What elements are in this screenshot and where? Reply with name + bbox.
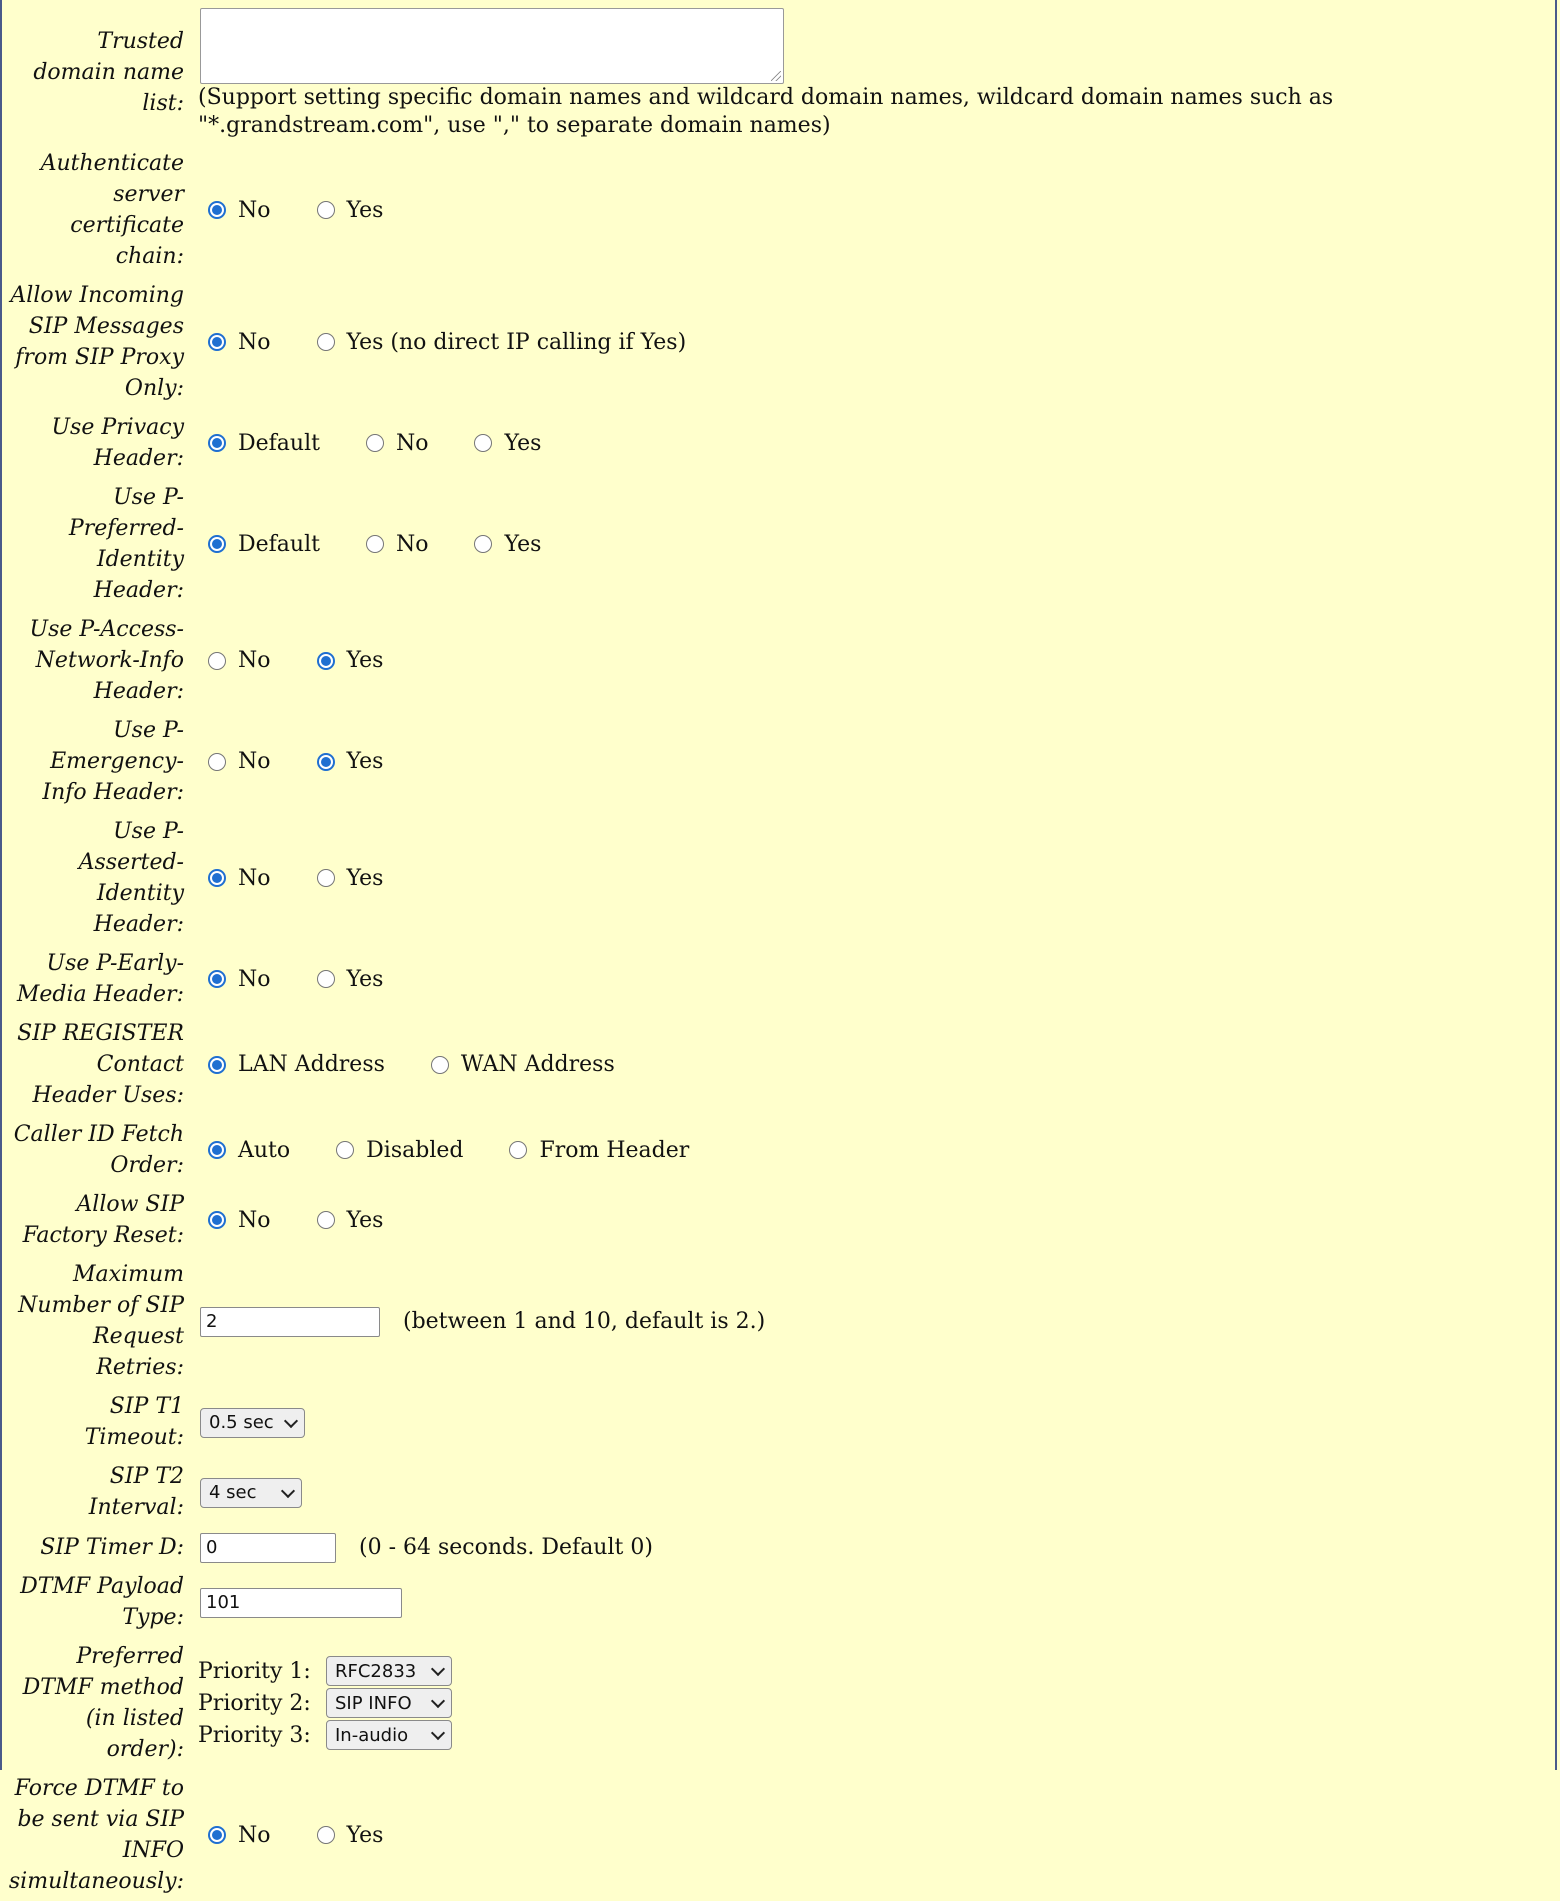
field-label: Caller ID Fetch Order: xyxy=(13,1122,184,1178)
radio-button[interactable] xyxy=(208,1141,226,1159)
priority-label: Priority 1: xyxy=(198,1658,311,1684)
p-access-network-radio-group xyxy=(198,645,1552,676)
radio-label: Disabled xyxy=(366,1137,464,1163)
row-register-contact xyxy=(4,1014,1556,1115)
field-label: Use P-Preferred-Identity Header: xyxy=(68,485,184,603)
radio-label: Default xyxy=(238,430,320,456)
privacy-header-option-no[interactable] xyxy=(356,428,429,459)
field-label: Use Privacy Header: xyxy=(51,415,184,471)
privacy-header-option-yes[interactable] xyxy=(464,428,541,459)
field-label: Use P-Access-Network-Info Header: xyxy=(29,617,184,704)
row-t1-timeout xyxy=(4,1387,1556,1457)
row-p-access-network xyxy=(4,610,1556,711)
force-dtmf-info-radio-group xyxy=(198,1820,1552,1851)
row-dtmf-method xyxy=(4,1637,1556,1769)
caller-id-fetch-option-from-header[interactable] xyxy=(499,1135,689,1166)
radio-label: Yes xyxy=(346,648,384,673)
radio-label: Yes xyxy=(346,1822,384,1848)
p-asserted-identity-option-no[interactable] xyxy=(198,863,271,894)
field-label: Use P-Asserted-Identity Header: xyxy=(78,819,184,937)
radio-button[interactable] xyxy=(474,535,492,553)
radio-label: No xyxy=(238,329,271,355)
field-label: Allow Incoming SIP Messages from SIP Proxy Only: xyxy=(10,283,184,401)
field-label: Authenticate server certificate chain: xyxy=(40,151,184,269)
radio-label: Yes xyxy=(346,197,384,223)
field-label: SIP REGISTER Contact Header Uses: xyxy=(17,1021,184,1108)
row-p-asserted-identity xyxy=(4,812,1556,944)
t1-timeout-select[interactable] xyxy=(200,1408,305,1438)
p-emergency-info-radio-group xyxy=(198,746,1552,777)
row-p-emergency-info xyxy=(4,711,1556,812)
radio-label: Default xyxy=(238,531,320,557)
row-allow-incoming-sip xyxy=(4,276,1556,408)
row-p-preferred-identity xyxy=(4,478,1556,610)
radio-label: No xyxy=(238,1822,271,1848)
row-max-retries xyxy=(4,1255,1556,1387)
radio-button[interactable] xyxy=(208,652,226,670)
radio-label: Yes xyxy=(346,865,384,891)
radio-button[interactable] xyxy=(208,1211,226,1229)
resize-grip-icon[interactable] xyxy=(771,71,781,81)
radio-label: Auto xyxy=(238,1137,291,1163)
priority-label: Priority 2: xyxy=(198,1690,311,1716)
radio-button[interactable] xyxy=(208,1826,226,1844)
field-label: SIP T2 Interval: xyxy=(88,1464,184,1520)
radio-label: No xyxy=(238,197,271,223)
radio-button[interactable] xyxy=(208,434,226,452)
radio-button[interactable] xyxy=(474,434,492,452)
caller-id-fetch-radio-group xyxy=(198,1135,1552,1166)
row-p-early-media xyxy=(4,944,1556,1014)
radio-button[interactable] xyxy=(317,652,335,670)
radio-button[interactable] xyxy=(208,201,226,219)
radio-button[interactable] xyxy=(317,869,335,887)
trusted-domain-textarea[interactable] xyxy=(200,8,784,84)
chevron-down-icon xyxy=(431,1662,445,1676)
row-auth-cert-chain xyxy=(4,144,1556,276)
row-timer-d xyxy=(4,1527,1556,1567)
radio-label: No xyxy=(238,1207,271,1233)
radio-label: LAN Address xyxy=(238,1052,385,1077)
radio-button[interactable] xyxy=(208,970,226,988)
max-retries-note: (between 1 and 10, default is 2.) xyxy=(403,1308,766,1334)
dtmf-priority-1 xyxy=(198,1655,1552,1687)
row-dtmf-payload xyxy=(4,1567,1556,1637)
radio-label: Yes xyxy=(346,1207,384,1233)
max-retries-input[interactable]: 2 xyxy=(200,1307,380,1337)
radio-label: Yes xyxy=(504,531,542,557)
t2-interval-select[interactable] xyxy=(200,1478,302,1508)
select-value: RFC2833 xyxy=(335,1660,417,1682)
radio-button[interactable] xyxy=(208,333,226,351)
radio-button[interactable] xyxy=(208,535,226,553)
p-access-network-option-yes[interactable] xyxy=(307,645,384,676)
timer-d-note: (0 - 64 seconds. Default 0) xyxy=(359,1534,653,1560)
select-value: 4 sec xyxy=(209,1482,257,1503)
priority-label: Priority 3: xyxy=(198,1722,311,1748)
privacy-header-radio-group xyxy=(198,428,1552,459)
priority-1-select[interactable] xyxy=(326,1656,452,1686)
field-label: Allow SIP Factory Reset: xyxy=(22,1192,184,1248)
p-preferred-identity-radio-group xyxy=(198,529,1552,560)
p-emergency-info-option-no[interactable] xyxy=(198,746,271,777)
row-t2-interval xyxy=(4,1457,1556,1527)
allow-incoming-sip-option-no[interactable] xyxy=(198,327,271,358)
field-label: Preferred DTMF method (in listed order): xyxy=(22,1644,184,1762)
p-preferred-identity-option-no[interactable] xyxy=(356,529,429,560)
radio-button[interactable] xyxy=(317,201,335,219)
field-label: Maximum Number of SIP Request Retries: xyxy=(18,1262,184,1380)
allow-factory-reset-radio-group xyxy=(198,1205,1552,1236)
p-early-media-option-yes[interactable] xyxy=(307,964,384,995)
allow-factory-reset-option-yes[interactable] xyxy=(307,1205,384,1236)
radio-label: No xyxy=(238,648,271,673)
radio-label: No xyxy=(395,430,429,456)
radio-button[interactable] xyxy=(317,1826,335,1844)
force-dtmf-info-option-yes[interactable] xyxy=(307,1820,384,1851)
dtmf-priority-2 xyxy=(198,1687,1552,1719)
row-force-dtmf-info xyxy=(4,1769,1556,1901)
radio-button[interactable] xyxy=(336,1141,354,1159)
p-asserted-identity-radio-group xyxy=(198,863,1552,894)
p-early-media-radio-group xyxy=(198,964,1552,995)
auth-cert-chain-option-yes[interactable] xyxy=(307,195,384,226)
radio-button[interactable] xyxy=(431,1056,449,1074)
radio-label: Yes (no direct IP calling if Yes) xyxy=(346,329,687,355)
register-contact-option-wan-address[interactable] xyxy=(421,1049,615,1080)
field-label: Force DTMF to be sent via SIP INFO simultaneously: xyxy=(8,1776,184,1894)
radio-label: No xyxy=(238,966,271,992)
radio-button[interactable] xyxy=(317,753,335,771)
force-dtmf-info-option-no[interactable] xyxy=(198,1820,271,1851)
p-preferred-identity-option-default[interactable] xyxy=(198,529,320,560)
p-emergency-info-option-yes[interactable] xyxy=(307,746,384,777)
dtmf-priority-3 xyxy=(198,1719,1552,1751)
radio-label: No xyxy=(238,865,271,891)
select-value: 0.5 sec xyxy=(209,1412,274,1433)
radio-label: WAN Address xyxy=(460,1052,615,1077)
caller-id-fetch-option-auto[interactable] xyxy=(198,1135,290,1166)
row-trusted-domain xyxy=(4,0,1556,144)
radio-label: Yes xyxy=(346,749,384,774)
field-label: Trusted domain name list: xyxy=(33,28,184,116)
field-label: Use P-Emergency-Info Header: xyxy=(42,718,184,805)
radio-label: From Header xyxy=(539,1137,690,1163)
p-preferred-identity-option-yes[interactable] xyxy=(464,529,541,560)
radio-label: Yes xyxy=(346,966,384,992)
radio-button[interactable] xyxy=(317,333,335,351)
row-privacy-header xyxy=(4,408,1556,478)
field-label: DTMF Payload Type: xyxy=(20,1574,184,1630)
field-label: SIP Timer D: xyxy=(40,1534,184,1560)
allow-incoming-sip-option-yes-no-direct-ip-calling-if-yes[interactable] xyxy=(307,327,687,358)
p-early-media-option-no[interactable] xyxy=(198,964,271,995)
timer-d-input[interactable]: 0 xyxy=(200,1533,336,1563)
radio-label: No xyxy=(395,531,429,557)
caller-id-fetch-option-disabled[interactable] xyxy=(326,1135,463,1166)
allow-incoming-sip-radio-group xyxy=(198,327,1552,358)
p-asserted-identity-option-yes[interactable] xyxy=(307,863,384,894)
sip-settings-table xyxy=(4,0,1556,1901)
p-access-network-option-no[interactable] xyxy=(198,645,271,676)
dtmf-payload-input[interactable]: 101 xyxy=(200,1588,402,1618)
radio-button[interactable] xyxy=(317,1211,335,1229)
radio-button[interactable] xyxy=(366,535,384,553)
trusted-domain-hint: (Support setting specific domain names and wildcard domain names, wildcard domain names such as "*.grandstream.com", use "," to separate domain names) xyxy=(198,85,1334,138)
row-allow-factory-reset xyxy=(4,1185,1556,1255)
chevron-down-icon xyxy=(431,1726,445,1740)
radio-button[interactable] xyxy=(208,753,226,771)
radio-button[interactable] xyxy=(208,1056,226,1074)
field-label: SIP T1 Timeout: xyxy=(84,1394,184,1450)
radio-button[interactable] xyxy=(366,434,384,452)
radio-label: Yes xyxy=(504,430,542,456)
field-label: Use P-Early-Media Header: xyxy=(16,951,184,1007)
radio-button[interactable] xyxy=(208,869,226,887)
chevron-down-icon xyxy=(281,1483,295,1497)
privacy-header-option-default[interactable] xyxy=(198,428,320,459)
priority-2-select[interactable] xyxy=(326,1688,452,1718)
radio-label: No xyxy=(238,749,271,774)
priority-3-select[interactable] xyxy=(326,1720,452,1750)
auth-cert-chain-option-no[interactable] xyxy=(198,195,271,226)
radio-button[interactable] xyxy=(317,970,335,988)
register-contact-radio-group xyxy=(198,1049,1552,1080)
chevron-down-icon xyxy=(284,1413,298,1427)
allow-factory-reset-option-no[interactable] xyxy=(198,1205,271,1236)
auth-cert-chain-radio-group xyxy=(198,195,1552,226)
select-value: SIP INFO xyxy=(335,1692,412,1714)
radio-button[interactable] xyxy=(509,1141,527,1159)
select-value: In-audio xyxy=(335,1724,409,1746)
row-caller-id-fetch xyxy=(4,1115,1556,1185)
register-contact-option-lan-address[interactable] xyxy=(198,1049,385,1080)
chevron-down-icon xyxy=(431,1694,445,1708)
